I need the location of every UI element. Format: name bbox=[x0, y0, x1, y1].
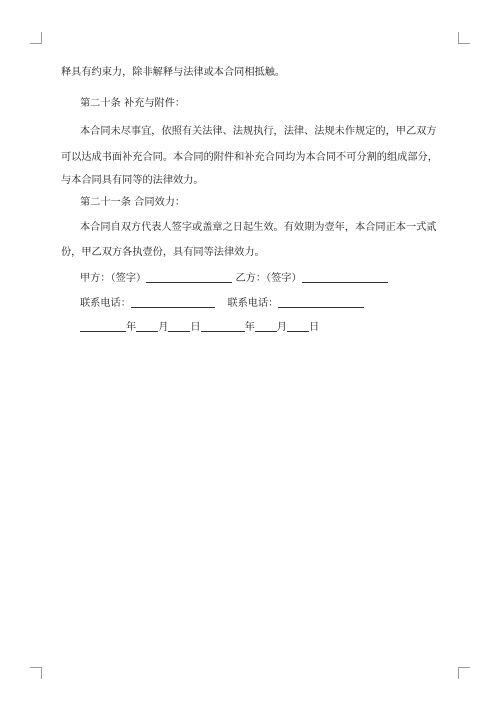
contact-b-label: 联系电话： bbox=[227, 298, 279, 309]
text-line: 本合同未尽事宜，依照有关法律、法规执行，法律、法规未作规定的，甲乙双方 bbox=[80, 126, 437, 137]
date-b-month-blank[interactable] bbox=[255, 321, 277, 332]
contact-b-blank[interactable] bbox=[278, 297, 364, 308]
crop-mark-bottom-right bbox=[458, 667, 470, 679]
crop-mark-top-right bbox=[458, 32, 470, 44]
date-b-month-label: 月 bbox=[276, 322, 287, 333]
text-line: 释具有约束力，除非解释与法律或本合同相抵触。 bbox=[61, 67, 286, 78]
section-heading-20: 第二十条 补充与附件： bbox=[80, 98, 186, 109]
contact-a-blank[interactable] bbox=[131, 297, 215, 308]
crop-mark-bottom-left bbox=[30, 667, 42, 679]
crop-mark-top-left bbox=[30, 32, 42, 44]
contact-row bbox=[80, 297, 465, 311]
party-b-label: 乙方：（签字） bbox=[235, 273, 302, 284]
party-b-signature-blank[interactable] bbox=[302, 272, 388, 283]
signature-row bbox=[80, 272, 465, 286]
date-a-day-label: 日 bbox=[190, 322, 201, 333]
date-a-year-blank[interactable] bbox=[80, 321, 126, 332]
text-line: 本合同自双方代表人签字或盖章之日起生效。有效期为壹年，本合同正本一式贰 bbox=[80, 222, 437, 233]
date-a-month-label: 月 bbox=[158, 322, 169, 333]
date-a-day-blank[interactable] bbox=[168, 321, 190, 332]
text-line: 份，甲乙双方各执壹份，具有同等法律效力。 bbox=[61, 247, 265, 258]
text-line: 可以达成书面补充合同。本合同的附件和补充合同均为本合同不可分割的组成部分， bbox=[61, 152, 438, 163]
section-heading-21: 第二十一条 合同效力： bbox=[80, 197, 186, 208]
date-row bbox=[80, 321, 465, 335]
contact-a-label: 联系电话： bbox=[80, 298, 131, 309]
date-a-month-blank[interactable] bbox=[136, 321, 158, 332]
date-a-year-label: 年 bbox=[126, 322, 137, 333]
party-a-signature-blank[interactable] bbox=[146, 272, 232, 283]
date-b-year-blank[interactable] bbox=[201, 321, 245, 332]
text-line: 与本合同具有同等的法律效力。 bbox=[61, 175, 204, 186]
date-b-day-blank[interactable] bbox=[287, 321, 309, 332]
date-b-day-label: 日 bbox=[308, 322, 320, 333]
party-a-label: 甲方：（签字） bbox=[80, 273, 147, 284]
date-b-year-label: 年 bbox=[244, 322, 255, 333]
